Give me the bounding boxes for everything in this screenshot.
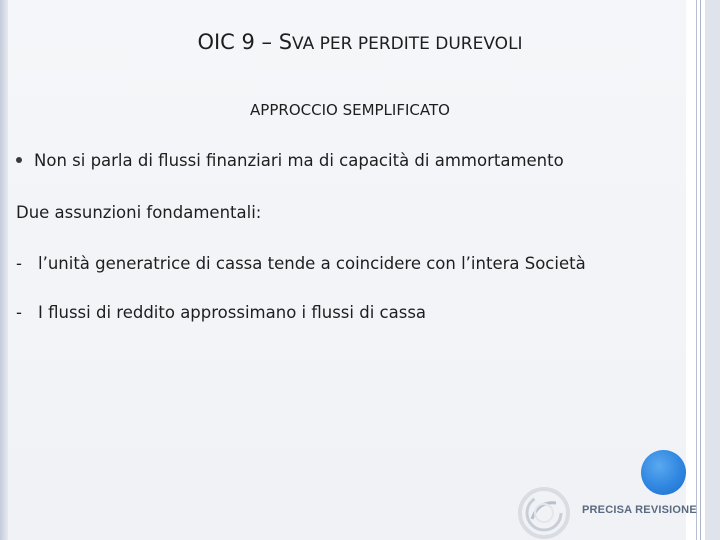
dash-marker: -	[16, 303, 22, 322]
bullet-text: Non si parla di flussi finanziari ma di capacità di ammortamento	[34, 151, 564, 170]
intro-text: Due assunzioni fondamentali:	[16, 203, 262, 222]
slide-subtitle: APPROCCIO SEMPLIFICATO	[250, 101, 450, 119]
slide-title-rest: VA PER PERDITE DUREVOLI	[292, 34, 523, 54]
logo-text: PRECISA REVISIONE	[582, 504, 697, 516]
bullet-icon	[16, 157, 22, 163]
dash-marker: -	[16, 254, 22, 273]
precisa-logo-swirl-icon	[516, 483, 572, 539]
right-stripes-decoration	[686, 0, 720, 540]
slide-title-lead: OIC 9 – S	[197, 30, 293, 54]
slide-title	[0, 30, 720, 54]
left-edge-decoration	[0, 0, 8, 540]
blue-circle-decoration	[641, 450, 686, 495]
dash-item-text: l’unità generatrice di cassa tende a coincidere con l’intera Società	[38, 254, 586, 273]
bullet-item	[16, 151, 564, 170]
dash-item	[16, 303, 426, 322]
dash-item	[16, 254, 586, 273]
dash-item-text: I flussi di reddito approssimano i flussi di cassa	[38, 303, 427, 322]
